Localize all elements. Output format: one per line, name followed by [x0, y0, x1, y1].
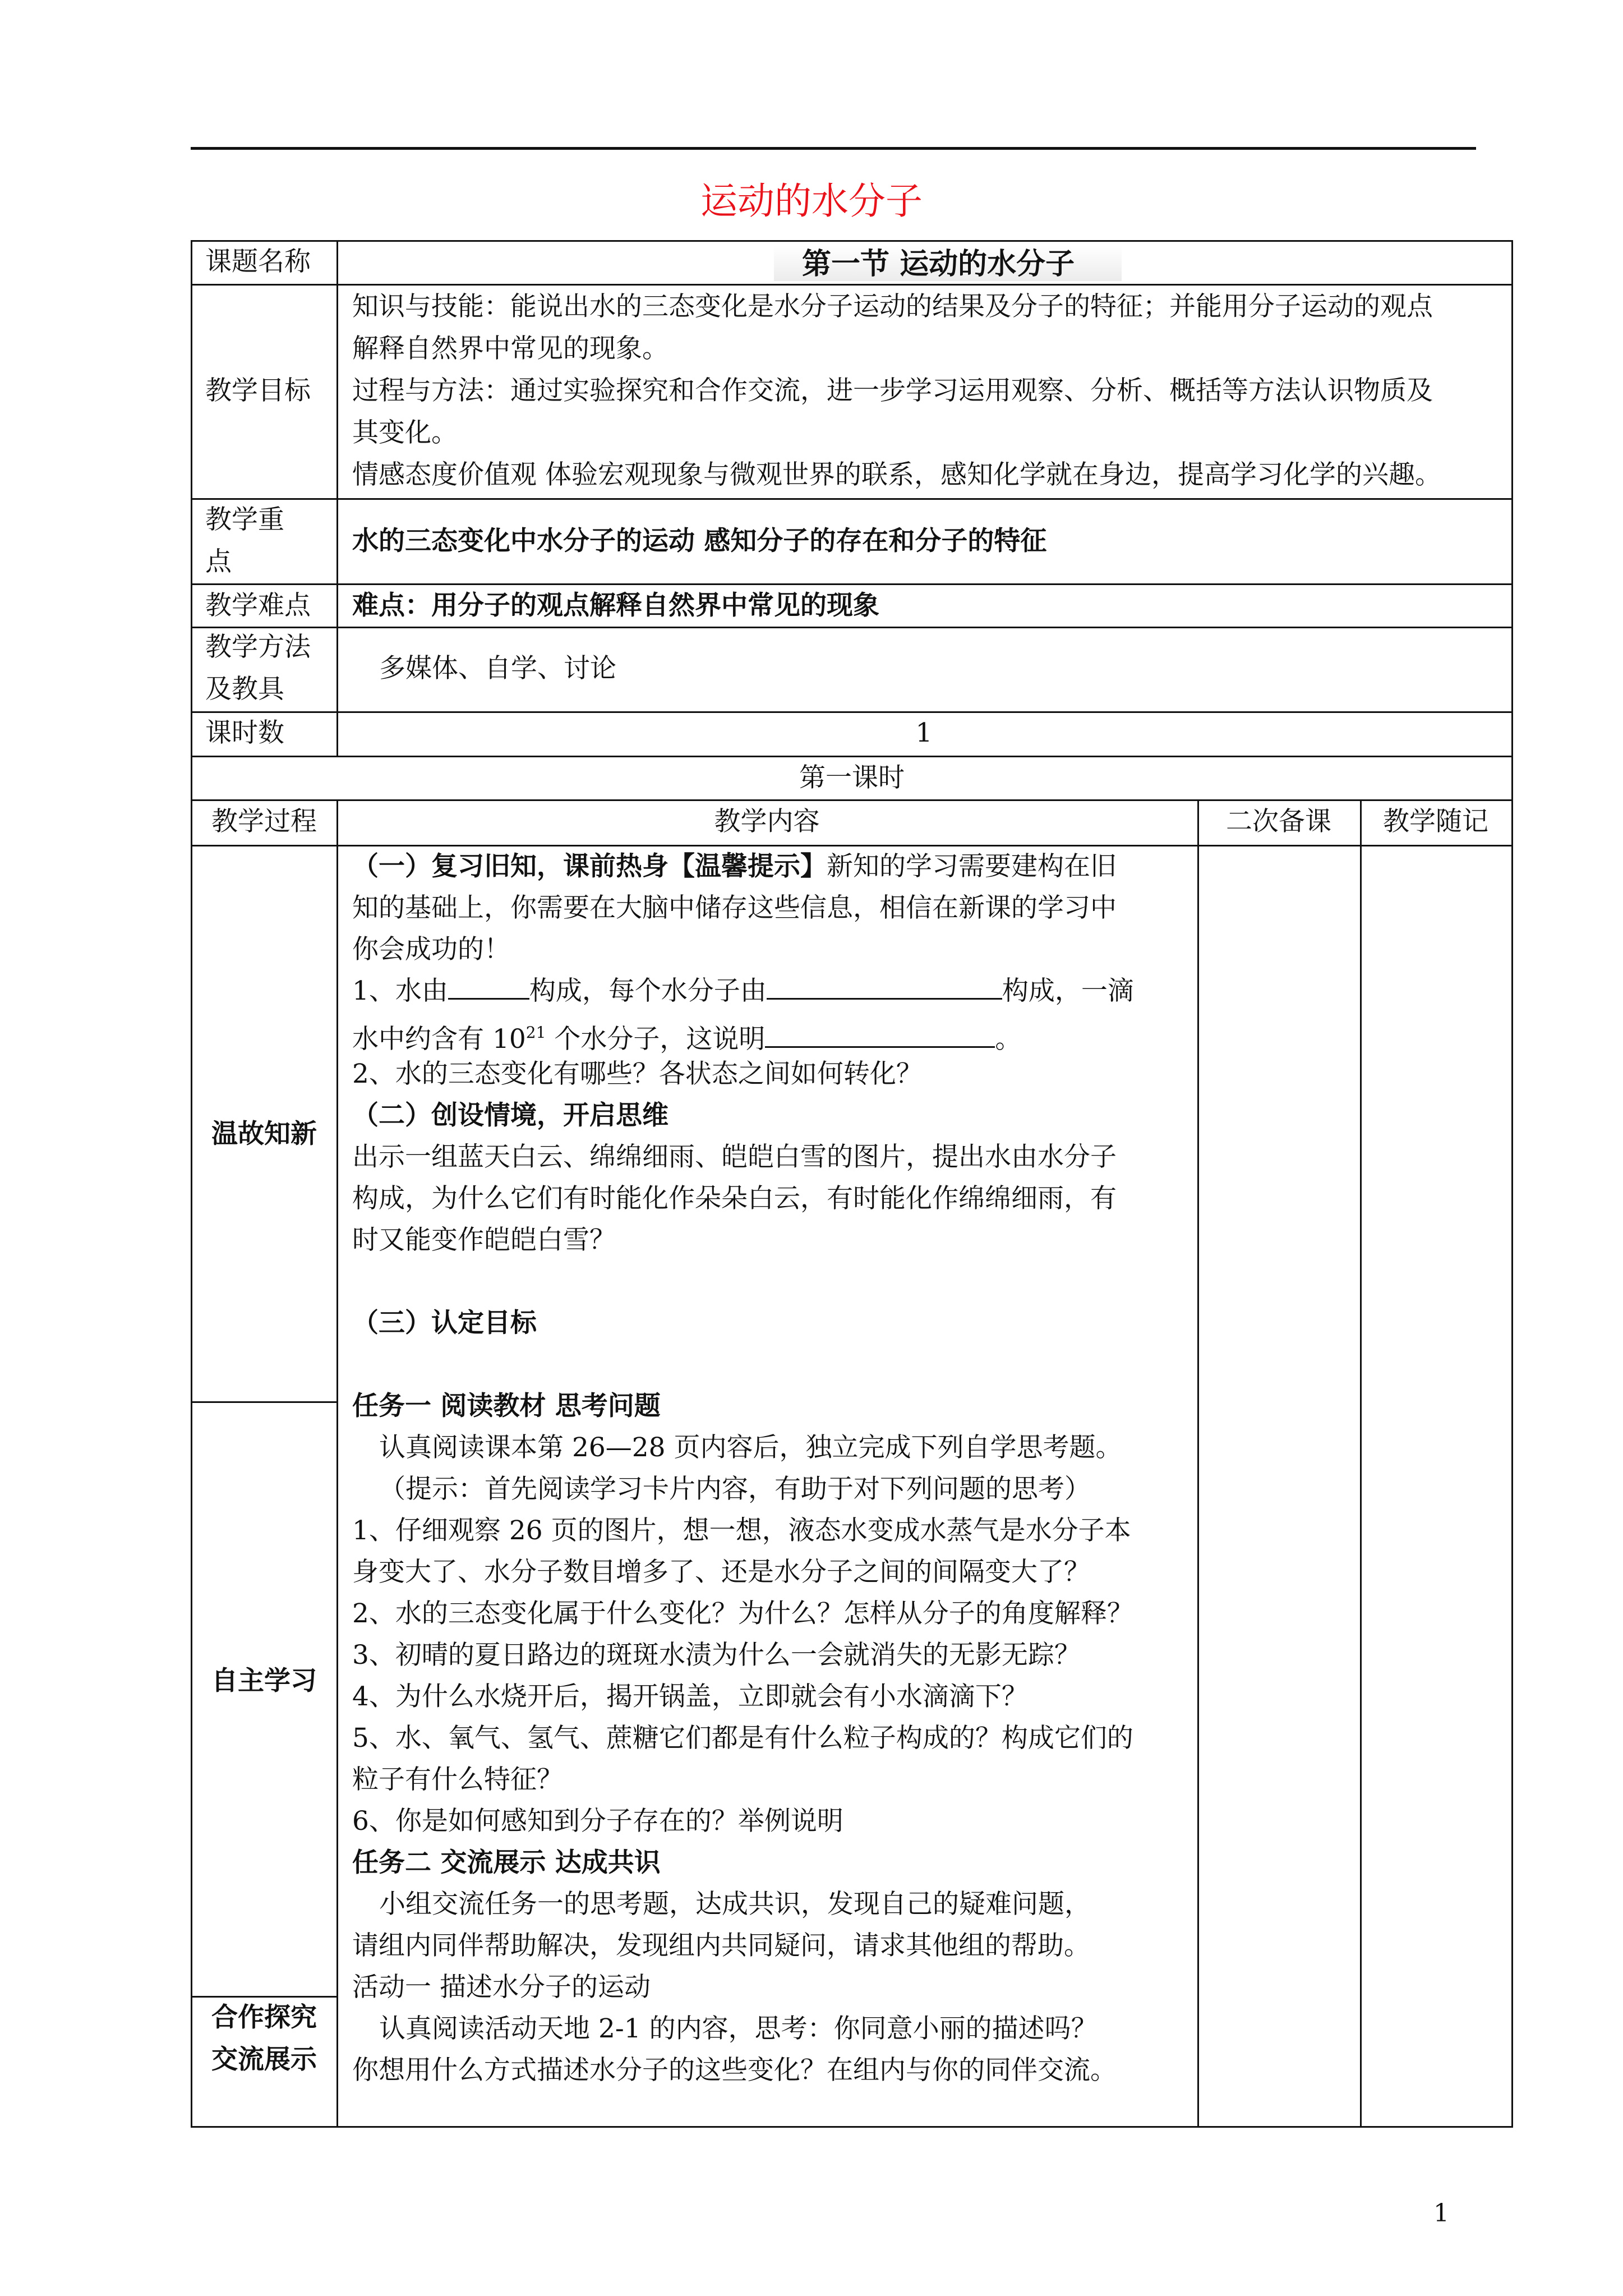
activity-1-paragraph: 认真阅读活动天地 2-1 的内容，思考：你同意小丽的描述吗？ [379, 2013, 1098, 2044]
question-line: 5、水、氧气、氢气、蔗糖它们都是有什么粒子构成的？构成它们的 [352, 1723, 1133, 1754]
methods-label: 教学方法 [205, 632, 311, 662]
difficulties-label: 教学难点 [205, 590, 311, 621]
page-number: 1 [1433, 2199, 1449, 2228]
review-line: 知的基础上，你需要在大脑中储存这些信息，相信在新课的学习中 [352, 892, 1117, 923]
col-header-second-prep: 二次备课 [1226, 806, 1331, 837]
section-label-coop: 合作探究 [211, 2002, 317, 2033]
q1-part-e: 个水分子，这说明 [546, 1024, 766, 1055]
q1-superscript: 21 [525, 1023, 546, 1042]
methods-value: 多媒体、自学、讨论 [379, 653, 616, 684]
document-title: 运动的水分子 [700, 180, 923, 223]
review-line: 时又能变作皑皑白雪？ [352, 1225, 616, 1255]
review-line: 你会成功的！ [352, 934, 510, 965]
key-points-value: 水的三态变化中水分子的运动 感知分子的存在和分子的特征 [352, 526, 1047, 556]
topic-label: 课题名称 [205, 246, 311, 277]
objectives-line: 过程与方法：通过实验探究和合作交流，进一步学习运用观察、分析、概括等方法认识物质及 [352, 375, 1433, 406]
review-heading-1-bold: （一）复习旧知，课前热身【温馨提示】 [352, 851, 827, 882]
q1-blank-2[interactable] [767, 976, 1002, 1000]
q1-blank-3[interactable] [765, 1024, 995, 1048]
q1-part-f: 。 [995, 1024, 1022, 1055]
question-line: 3、初晴的夏日路边的斑斑水渍为什么一会就消失的无影无踪？ [352, 1640, 1081, 1671]
objectives-line: 情感态度价值观 体验宏观现象与微观世界的联系，感知化学就在身边，提高学习化学的兴趣。 [352, 459, 1441, 490]
task-2-paragraph: 小组交流任务一的思考题，达成共识，发现自己的疑难问题， [379, 1889, 1091, 1920]
q1-part-d: 水中约含有 10 [352, 1024, 526, 1055]
review-question-1 [352, 970, 1134, 1012]
task-2-heading: 任务二 交流展示 达成共识 [352, 1847, 661, 1878]
review-line: 构成，为什么它们有时能化作朵朵白云，有时能化作绵绵细雨，有 [352, 1183, 1117, 1214]
hours-value: 1 [915, 717, 933, 748]
col-header-notes: 教学随记 [1383, 806, 1488, 837]
objectives-line: 解释自然界中常见的现象。 [352, 333, 668, 364]
task-1-heading: 任务一 阅读教材 思考问题 [352, 1391, 661, 1421]
objectives-line: 知识与技能：能说出水的三态变化是水分子运动的结果及分子的特征；并能用分子运动的观点 [352, 291, 1433, 322]
header-rule [191, 147, 1476, 150]
difficulties-value: 难点：用分子的观点解释自然界中常见的现象 [352, 590, 879, 621]
key-points-label: 教学重 [205, 504, 284, 535]
question-line: 4、为什么水烧开后，揭开锅盖，立即就会有小水滴滴下？ [352, 1681, 1028, 1712]
review-heading-1 [352, 846, 1117, 887]
q1-part-a: 1、水由 [352, 976, 448, 1006]
q1-blank-1[interactable] [448, 976, 529, 1000]
q1-part-b: 构成，每个水分子由 [529, 976, 767, 1006]
question-line: 6、你是如何感知到分子存在的？举例说明 [352, 1806, 843, 1837]
key-points-label-2: 点 [205, 546, 232, 577]
hours-label: 课时数 [205, 717, 284, 748]
activity-1-paragraph-2: 你想用什么方式描述水分子的这些变化？在组内与你的同伴交流。 [352, 2055, 1117, 2086]
task-1-paragraph: 认真阅读课本第 26—28 页内容后，独立完成下列自学思考题。 [379, 1432, 1122, 1463]
question-line: 2、水的三态变化属于什么变化？为什么？怎样从分子的角度解释？ [352, 1598, 1133, 1629]
section-label-self-study: 自主学习 [211, 1665, 317, 1696]
methods-label-2: 及教具 [205, 674, 284, 705]
objectives-line: 其变化。 [352, 417, 458, 448]
section-label-coop-2: 交流展示 [211, 2044, 317, 2075]
section-label-review: 温故知新 [211, 1119, 317, 1149]
question-line: 粒子有什么特征？ [352, 1764, 563, 1795]
review-heading-3: （三）认定目标 [352, 1308, 537, 1338]
task-1-hint: （提示：首先阅读学习卡片内容，有助于对下列问题的思考） [379, 1474, 1091, 1504]
review-heading-2: （二）创设情境，开启思维 [352, 1100, 668, 1131]
question-line: 身变大了、水分子数目增多了、还是水分子之间的间隔变大了？ [352, 1557, 1090, 1588]
review-heading-1-rest: 新知的学习需要建构在旧 [827, 851, 1117, 882]
col-header-process: 教学过程 [211, 806, 317, 837]
review-question-2: 2、水的三态变化有哪些？各状态之间如何转化？ [352, 1059, 923, 1089]
task-2-paragraph-2: 请组内同伴帮助解决，发现组内共同疑问，请求其他组的帮助。 [352, 1930, 1090, 1961]
objectives-label: 教学目标 [205, 375, 311, 406]
topic-value: 第一节 运动的水分子 [802, 247, 1075, 281]
activity-1-heading: 活动一 描述水分子的运动 [352, 1972, 651, 2003]
review-line: 出示一组蓝天白云、绵绵细雨、皑皑白雪的图片，提出水由水分子 [352, 1142, 1117, 1172]
question-line: 1、仔细观察 26 页的图片，想一想，液态水变成水蒸气是水分子本 [352, 1515, 1131, 1546]
col-header-content: 教学内容 [714, 806, 820, 837]
session-label: 第一课时 [799, 762, 905, 793]
q1-part-c: 构成，一滴 [1002, 976, 1134, 1006]
